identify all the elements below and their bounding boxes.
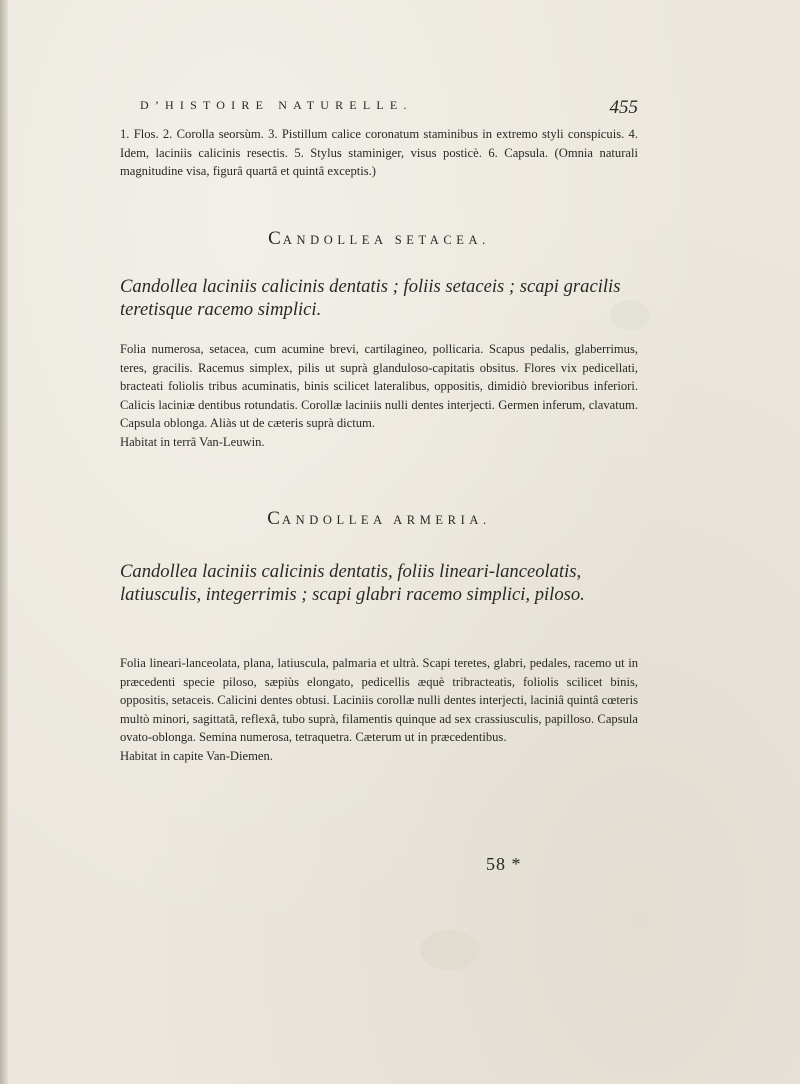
description-text: Folia lineari-lanceolata, plana, latiuscula, palmaria et ultrà. Scapi teretes, glabri, pedales, racemo ut in præcedenti specie piloso, sæpiùs elongato, pedicellis æquè tribracteatis, foliolis scilicet binis, oppositis, setaceis. Calicini dentes obtusi. Laciniis corollæ nulli dentes interjecti, laciniâ quintâ cœteris multò minori, sagittatâ, reflexâ, tubo suprà, filamentis quinque ad sex crassiusculis, papilloso. Capsula ovato-oblonga. Semina numerosa, tetraquetra. Cæterum ut in præcedentibus. [120, 656, 638, 745]
plate-explanation [120, 125, 638, 181]
signature-mark: 58 * [486, 854, 522, 874]
species-heading-armeria [120, 508, 638, 530]
habitat-text: Habitat in terrâ Van-Leuwin. [120, 434, 265, 449]
species-description-setacea [120, 340, 638, 452]
species-heading-rest: ANDOLLEA ARMERIA. [281, 513, 491, 527]
page-gutter [0, 0, 8, 1084]
species-heading-initial: C [267, 508, 282, 529]
species-diagnosis-setacea: Candollea laciniis calicinis dentatis ; foliis setaceis ; scapi gracilis teretisque racemo simplici. [120, 276, 621, 320]
description-text: Folia numerosa, setacea, cum acumine brevi, cartilagineo, pollicaria. Scapus pedalis, glaberrimus, teres, gracilis. Racemus simplex, pilis ut suprà glanduloso-capitatis obsitus. Flores vix pedicellati, bracteati foliolis tribus acuminatis, binis scilicet lateralibus, oppositis, dimidiò brevioribus inferiori. Calicis laciniæ dentibus rotundatis. Corollæ laciniis nulli dentes interjecti. Germen inferum, clavatum. Capsula oblonga. Aliàs ut de cæteris suprà dictum. [120, 342, 638, 431]
plate-explanation-text: 1. Flos. 2. Corolla seorsùm. 3. Pistillum calice coronatum staminibus in extremo styli conspicuis. 4. Idem, laciniis calicinis resectis. 5. Stylus staminiger, visus posticè. 6. Capsula. (Omnia naturali magnitudine visa, figurâ quartâ et quintâ exceptis.) [120, 127, 638, 179]
paper-stain [420, 930, 480, 970]
species-heading-setacea [120, 228, 638, 250]
species-description-armeria [120, 654, 638, 766]
species-diagnosis-armeria: Candollea laciniis calicinis dentatis, foliis lineari-lanceolatis, latiusculis, integerrimis ; scapi glabri racemo simplici, piloso. [120, 561, 585, 605]
habitat-text: Habitat in capite Van-Diemen. [120, 748, 273, 763]
page-number: 455 [609, 97, 638, 118]
running-head: D’HISTOIRE NATURELLE. [140, 98, 413, 112]
species-heading-initial: C [268, 228, 283, 249]
species-heading-rest: ANDOLLEA SETACEA. [282, 233, 490, 247]
